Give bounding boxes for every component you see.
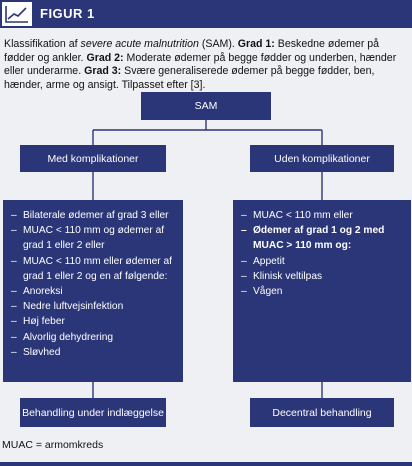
grade2-text: Moderate ødemer på begge fødder og underben, hænder eller underarme. (4, 51, 397, 77)
right-criteria-list (241, 208, 405, 299)
grade1-text: Beskedne ødemer på fødder og ankler. (4, 38, 380, 64)
grade1-label: Grad 1: (237, 38, 275, 50)
grade3-label: Grad 3: (84, 65, 122, 77)
caption-italic: severe acute malnutrition (80, 38, 199, 50)
footer-bar (0, 462, 412, 466)
left-criteria-box (3, 200, 183, 382)
list-item: – MUAC < 110 mm eller ødemer af grad 1 eller 2 og en af følgende: (11, 254, 177, 284)
list-item: – Sløvhed (11, 345, 177, 360)
left-criteria-list (11, 208, 177, 360)
list-item: – MUAC < 110 mm og ødemer af grad 1 eller 2 eller (11, 223, 177, 253)
grade3-text: Svære generaliserede ødemer på begge fødder, ben, hænder, arme og ansigt. (4, 65, 375, 91)
caption-source: Tilpasset efter [3]. (121, 78, 206, 91)
caption-text: Klassifikation af (4, 38, 81, 50)
list-item: – Ødemer af grad 1 og 2 med MUAC > 110 mm og: (241, 223, 405, 253)
left-branch-box: Med komplikationer (20, 145, 166, 172)
list-item: – Alvorlig dehydrering (11, 330, 177, 345)
list-item: – Nedre luftvejsinfektion (11, 299, 177, 314)
sam-root-box: SAM (141, 92, 271, 120)
grade2-label: Grad 2: (86, 51, 124, 64)
right-outcome-box: Decentral behandling (250, 398, 394, 427)
list-item: – Bilaterale ødemer af grad 3 eller (11, 208, 177, 223)
list-item: – Appetit (241, 254, 405, 269)
right-criteria-box (233, 200, 411, 382)
figure-title: FIGUR 1 (40, 6, 95, 21)
footnote: MUAC = armomkreds (2, 439, 104, 451)
caption-text: (SAM). (198, 38, 238, 50)
right-branch-box: Uden komplikationer (250, 145, 394, 172)
list-item: – Klinisk veltilpas (241, 269, 405, 284)
list-item: – Anoreksi (11, 284, 177, 299)
list-item: – Vågen (241, 284, 405, 299)
list-item: – MUAC < 110 mm eller (241, 208, 405, 223)
left-outcome-box: Behandling under indlæggelse (20, 398, 166, 427)
list-item: – Høj feber (11, 314, 177, 329)
